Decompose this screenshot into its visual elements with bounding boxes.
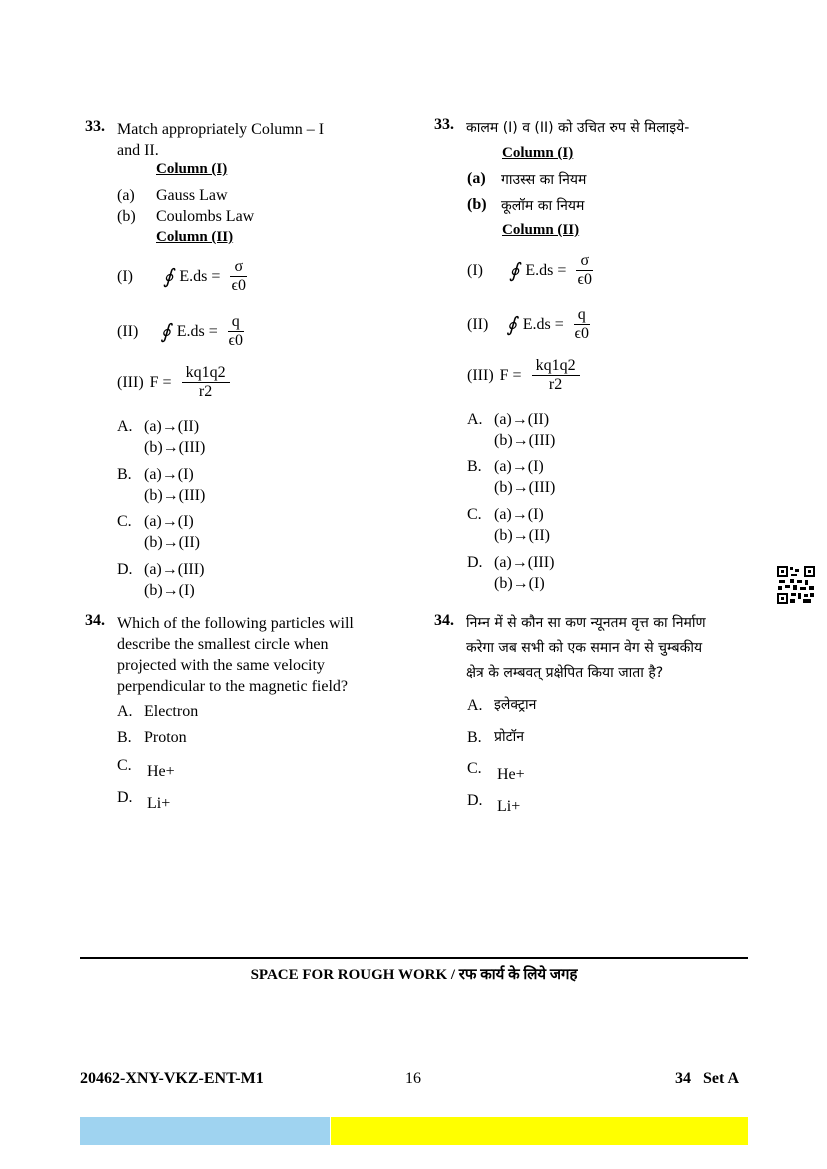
formula-lhs: E.ds = [176, 322, 218, 340]
option-letter: C. [467, 506, 482, 523]
footer-set: 34 Set A [675, 1070, 739, 1087]
q33-stem-line2: and II. [117, 142, 159, 159]
qr-code-icon [776, 565, 816, 605]
numerator: kq1q2 [532, 357, 580, 376]
item-label: (a) [117, 187, 135, 204]
q34-stem-hi [466, 611, 706, 686]
q33-col2-head-hi: Column (II) [502, 222, 580, 238]
option-letter: B. [467, 729, 482, 746]
formula-label: (III) [117, 373, 144, 391]
stem-line: क्षेत्र के लम्बवत् प्रक्षेपित किया जाता है? [466, 665, 664, 681]
q33-option-d-en[interactable] [117, 559, 205, 601]
option-line1: (a)→(III) [494, 554, 555, 571]
formula-fraction [228, 313, 244, 350]
numerator: q [228, 313, 244, 332]
option-line2: (b)→(II) [144, 534, 200, 551]
q33-option-b-hi[interactable] [467, 456, 555, 498]
option-text: इलेक्ट्रान [494, 697, 537, 713]
numerator: q [574, 306, 590, 325]
closed-integral-icon: ∮ [160, 321, 171, 343]
formula-fraction [576, 252, 593, 289]
option-letter: B. [117, 466, 132, 483]
footer-bar-blue [80, 1117, 330, 1145]
q33-formula-III-en [117, 364, 230, 401]
q33-col2-head-en: Column (II) [156, 229, 234, 245]
formula-fraction [532, 357, 580, 394]
option-line1: (a)→(II) [144, 418, 200, 435]
q33-stem-en [117, 119, 324, 161]
option-letter: D. [117, 789, 133, 806]
rough-work-label: SPACE FOR ROUGH WORK / रफ कार्य के लिये जगह [250, 967, 578, 983]
option-letter: D. [467, 792, 483, 809]
item-text: Coulombs Law [156, 208, 255, 225]
rough-work-divider [80, 957, 748, 959]
option-line2: (b)→(III) [144, 439, 206, 456]
formula-label: (I) [467, 261, 483, 279]
option-letter: A. [467, 411, 483, 428]
option-letter: D. [467, 554, 483, 571]
q34-option-b-hi[interactable] [467, 727, 525, 748]
option-letter: A. [117, 703, 133, 720]
numerator: kq1q2 [182, 364, 230, 383]
item-text: Gauss Law [156, 187, 228, 204]
q33-col1-item-b-en [117, 206, 255, 227]
option-line2: (b)→(I) [494, 575, 545, 592]
stem-line: describe the smallest circle when [117, 636, 329, 653]
q33-number-hi: 33. [434, 116, 454, 133]
option-text: Li+ [147, 795, 171, 812]
q33-formula-II-hi [467, 306, 590, 343]
q34-option-d-hi[interactable] [467, 790, 521, 815]
q33-formula-I-en [117, 258, 247, 295]
formula-lhs: F = [499, 366, 522, 384]
q34-number-hi: 34. [434, 612, 454, 629]
q34-stem-en [117, 613, 354, 697]
option-line2: (b)→(II) [494, 527, 550, 544]
item-label: (b) [117, 208, 136, 225]
q33-col1-item-a-en [117, 185, 228, 206]
denominator: r2 [548, 376, 563, 393]
option-letter: C. [467, 760, 482, 777]
q33-formula-III-hi [467, 357, 580, 394]
formula-label: (II) [117, 322, 139, 340]
q33-number-en: 33. [85, 118, 105, 135]
option-line2: (b)→(III) [144, 487, 206, 504]
q34-number-en: 34. [85, 612, 105, 629]
option-line1: (a)→(II) [494, 411, 550, 428]
option-text: He+ [147, 763, 175, 780]
option-line1: (a)→(I) [494, 458, 544, 475]
closed-integral-icon: ∮ [506, 314, 517, 336]
q33-formula-I-hi [467, 252, 593, 289]
item-label: (b) [467, 196, 487, 213]
option-letter: D. [117, 561, 133, 578]
q33-stem-hi: कालम (I) व (II) को उचित रुप से मिलाइये- [466, 120, 690, 136]
formula-lhs: F = [149, 373, 172, 391]
q34-option-c-hi[interactable] [467, 758, 525, 783]
stem-line: projected with the same velocity [117, 657, 325, 674]
stem-line: Which of the following particles will [117, 615, 354, 632]
option-text: Li+ [497, 798, 521, 815]
option-text: He+ [497, 766, 525, 783]
q34-option-d-en[interactable] [117, 787, 171, 812]
denominator: ϵ0 [574, 325, 589, 342]
q33-option-a-en[interactable] [117, 416, 205, 458]
option-line2: (b)→(III) [494, 479, 556, 496]
q33-option-c-hi[interactable] [467, 504, 550, 546]
option-line1: (a)→(I) [494, 506, 544, 523]
stem-line: करेगा जब सभी को एक समान वेग से चुम्बकीय [466, 640, 703, 656]
formula-lhs: E.ds = [525, 261, 567, 279]
option-text: Electron [144, 703, 199, 720]
option-text: Proton [144, 729, 187, 746]
q33-col1-head-en: Column (I) [156, 161, 228, 177]
option-line1: (a)→(I) [144, 466, 194, 483]
numerator: σ [230, 258, 247, 277]
q34-option-c-en[interactable] [117, 755, 175, 780]
option-letter: B. [117, 729, 132, 746]
q33-option-c-en[interactable] [117, 511, 200, 553]
q33-col1-head-hi: Column (I) [502, 145, 574, 161]
footer-bar-yellow [331, 1117, 748, 1145]
footer-page-number: 16 [405, 1070, 421, 1087]
footer-code: 20462-XNY-VKZ-ENT-M1 [80, 1070, 264, 1087]
closed-integral-icon: ∮ [162, 266, 174, 288]
denominator: ϵ0 [231, 277, 246, 294]
stem-line: perpendicular to the magnetic field? [117, 678, 349, 695]
q33-col1-item-a-hi [467, 170, 587, 188]
q33-option-d-hi[interactable] [467, 552, 555, 594]
option-line2: (b)→(I) [144, 582, 195, 599]
denominator: r2 [198, 383, 213, 400]
closed-integral-icon: ∮ [508, 260, 520, 282]
item-label: (a) [467, 170, 486, 187]
formula-fraction [182, 364, 230, 401]
q33-stem-line1: Match appropriately Column – I [117, 121, 325, 138]
option-letter: B. [467, 458, 482, 475]
option-letter: C. [117, 513, 132, 530]
q34-option-b-en[interactable] [117, 727, 187, 748]
formula-fraction [230, 258, 247, 295]
formula-fraction [574, 306, 590, 343]
denominator: ϵ0 [577, 271, 592, 288]
numerator: σ [576, 252, 593, 271]
formula-label: (II) [467, 315, 489, 333]
option-letter: C. [117, 757, 132, 774]
stem-line: निम्न में से कौन सा कण न्यूनतम वृत्त का निर्माण [466, 615, 706, 631]
option-text: प्रोटॉन [494, 729, 525, 745]
option-letter: A. [467, 697, 483, 714]
option-line1: (a)→(III) [144, 561, 205, 578]
formula-label: (I) [117, 267, 133, 285]
q33-option-b-en[interactable] [117, 464, 205, 506]
option-line1: (a)→(I) [144, 513, 194, 530]
q33-col1-item-b-hi [467, 196, 585, 214]
formula-lhs: E.ds = [179, 267, 221, 285]
formula-label: (III) [467, 366, 494, 384]
formula-lhs: E.ds = [522, 315, 564, 333]
q34-option-a-en[interactable] [117, 701, 199, 722]
item-text: कूलॉम का नियम [501, 198, 585, 214]
q33-option-a-hi[interactable] [467, 409, 555, 451]
q33-formula-II-en [117, 313, 244, 350]
option-line2: (b)→(III) [494, 432, 556, 449]
option-letter: A. [117, 418, 133, 435]
q34-option-a-hi[interactable] [467, 695, 537, 716]
item-text: गाउस्स का नियम [501, 172, 587, 188]
denominator: ϵ0 [228, 332, 243, 349]
